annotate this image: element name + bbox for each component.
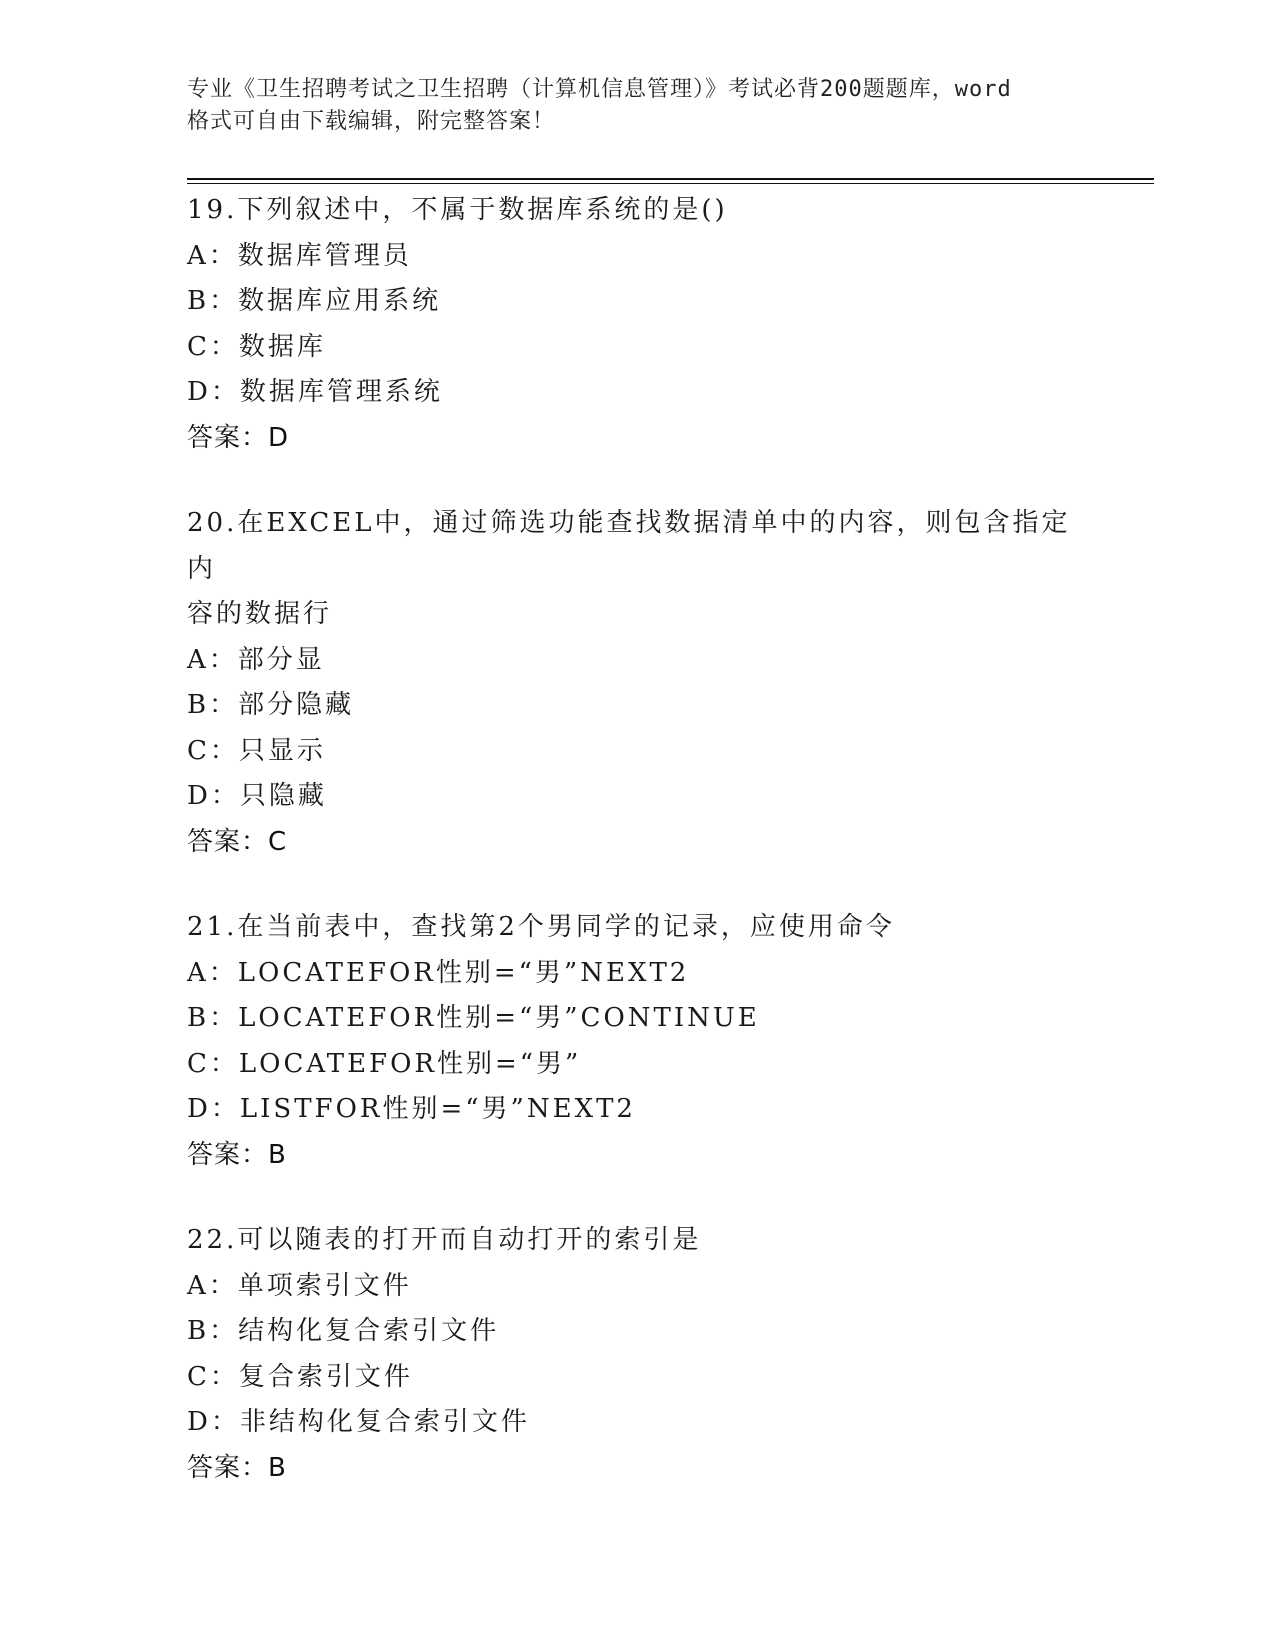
option-c: C：数据库: [187, 331, 326, 362]
option-d: D：非结构化复合索引文件: [187, 1407, 530, 1437]
question-stem: 22.可以随表的打开而自动打开的索引是: [187, 1225, 702, 1255]
header-divider-thin: [187, 183, 1154, 184]
answer-label: 答案：B: [187, 1452, 287, 1483]
question-stem: 20.在EXCEL中，通过筛选功能查找数据清单中的内容，则包含指定内: [187, 508, 1071, 584]
header-line-1: 专业《卫生招聘考试之卫生招聘（计算机信息管理）》考试必背200题题库，word: [187, 77, 1012, 102]
question-21: [187, 905, 1087, 1178]
option-d: D：只隐藏: [187, 781, 327, 811]
option-d: D：数据库管理系统: [187, 377, 443, 407]
question-stem: 19.下列叙述中，不属于数据库系统的是(): [187, 195, 728, 225]
option-a: A：单项索引文件: [187, 1270, 412, 1301]
option-d: D：LISTFOR性别=“男”NEXT2: [187, 1094, 636, 1124]
question-stem-continuation: 容的数据行: [187, 599, 333, 629]
question-22: [187, 1218, 1087, 1491]
option-c: C：复合索引文件: [187, 1361, 413, 1392]
question-19: [187, 188, 1087, 461]
option-a: A：部分显: [187, 644, 325, 675]
question-20: [187, 501, 1087, 865]
header-line-2: 格式可自由下载编辑，附完整答案！: [187, 109, 556, 134]
option-b: B：数据库应用系统: [187, 286, 442, 316]
answer-label: 答案：D: [187, 422, 290, 453]
header-divider-thick: [187, 178, 1154, 180]
option-b: B：结构化复合索引文件: [187, 1316, 500, 1346]
option-c: C：LOCATEFOR性别=“男”: [187, 1048, 582, 1079]
option-b: B：LOCATEFOR性别=“男”CONTINUE: [187, 1003, 760, 1033]
document-header: [187, 74, 1087, 138]
option-b: B：部分隐藏: [187, 690, 355, 720]
option-a: A：LOCATEFOR性别=“男”NEXT2: [187, 957, 690, 988]
option-c: C：只显示: [187, 735, 326, 766]
option-a: A：数据库管理员: [187, 240, 412, 271]
answer-label: 答案：C: [187, 826, 288, 857]
answer-label: 答案：B: [187, 1139, 287, 1170]
question-list: [187, 188, 1087, 1531]
question-stem: 21.在当前表中，查找第2个男同学的记录，应使用命令: [187, 912, 895, 942]
